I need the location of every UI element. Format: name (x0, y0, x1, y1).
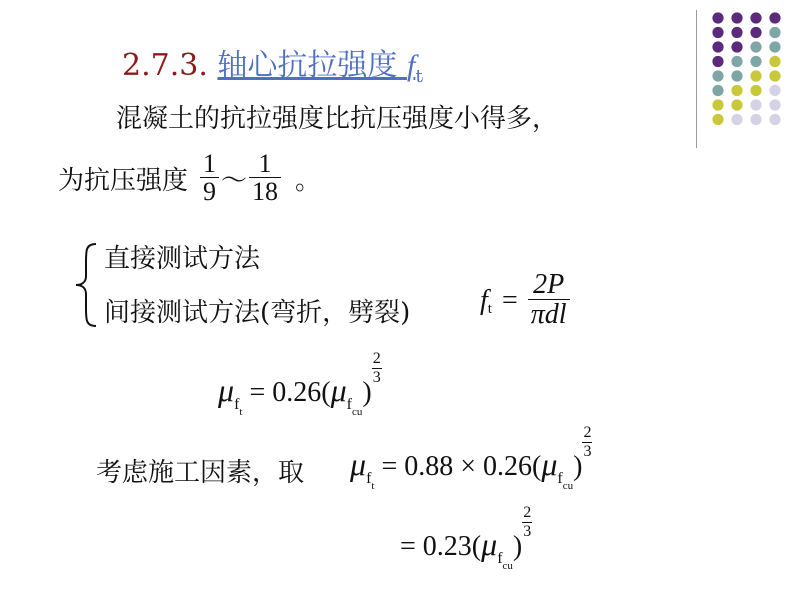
decorative-dot (750, 99, 761, 110)
ratio-line (58, 150, 321, 207)
decorative-dot (750, 56, 761, 67)
equals-sign: = (501, 284, 518, 316)
decorative-dot-grid (708, 10, 790, 130)
decorative-dot (769, 41, 780, 52)
intro-text: 混凝土的抗拉强度比抗压强度小得多， (116, 104, 559, 134)
page-title (122, 40, 423, 87)
decorative-dot (712, 27, 723, 38)
ratio-prefix: 为抗压强度 (58, 165, 189, 196)
mean-ratio-formula: $\mu_{ft} = 0.26(\mu_{fcu})$ $\frac{2}{3}$ (218, 350, 381, 418)
decorative-dot (731, 27, 742, 38)
fraction-one-ninth: $\frac{1}{9}$ (200, 150, 219, 207)
decorative-dot (712, 56, 723, 67)
ft-subscript: t (487, 301, 492, 318)
decorative-dot (712, 70, 723, 81)
section-number: 2.7.3. (122, 48, 208, 83)
decorative-dot (731, 114, 742, 125)
decorative-dot (769, 12, 780, 23)
formula-fraction: $\frac{2P}{\text{πdl}}$ (528, 270, 570, 331)
decorative-dot (750, 12, 761, 23)
decorative-dot (712, 99, 723, 110)
decorative-dot (712, 12, 723, 23)
decorative-dot (712, 85, 723, 96)
adjusted-ratio-formula: $\mu_{ft} = 0.88 \times 0.26(\mu_{fcu})$ $\frac{2}{3}$ (350, 424, 592, 492)
decorative-dot (769, 27, 780, 38)
exponent-two-thirds: $\frac{2}{3}$ (372, 350, 381, 386)
exponent-two-thirds: $\frac{2}{3}$ (523, 504, 532, 540)
decorative-dot (769, 99, 780, 110)
direct-method-text: 直接测试方法 (104, 244, 261, 274)
decorative-dot (712, 41, 723, 52)
ratio-suffix: 。 (295, 165, 322, 196)
ft-symbol: f (480, 284, 488, 316)
decorative-dot (731, 99, 742, 110)
decorative-dot (731, 70, 742, 81)
decorative-divider-line (696, 10, 697, 148)
decorative-dot (769, 114, 780, 125)
final-ratio-formula: = $0.23(\mu_{fcu})$ $\frac{2}{3}$ (400, 504, 532, 572)
range-tilde: ～ (221, 165, 248, 196)
fraction-one-eighteenth: $\frac{1}{18}$ (249, 150, 281, 207)
construction-factor-text: 考虑施工因素，取 (96, 458, 305, 488)
decorative-dot (731, 56, 742, 67)
decorative-dot (750, 114, 761, 125)
decorative-dot (750, 27, 761, 38)
tensile-strength-formula (480, 270, 570, 331)
decorative-dot (731, 12, 742, 23)
decorative-dot (750, 70, 761, 81)
section-title-link[interactable]: 轴心抗拉强度 $f_t$ (217, 48, 423, 87)
decorative-dot (712, 114, 723, 125)
decorative-dot (769, 56, 780, 67)
left-brace (70, 240, 100, 330)
decorative-dot (769, 70, 780, 81)
decorative-dot (769, 85, 780, 96)
decorative-dot (731, 85, 742, 96)
exponent-two-thirds: $\frac{2}{3}$ (583, 424, 592, 460)
decorative-dot (750, 85, 761, 96)
decorative-dot (750, 41, 761, 52)
indirect-method-text: 间接测试方法(弯折，劈裂) (104, 298, 411, 328)
decorative-dot (731, 41, 742, 52)
